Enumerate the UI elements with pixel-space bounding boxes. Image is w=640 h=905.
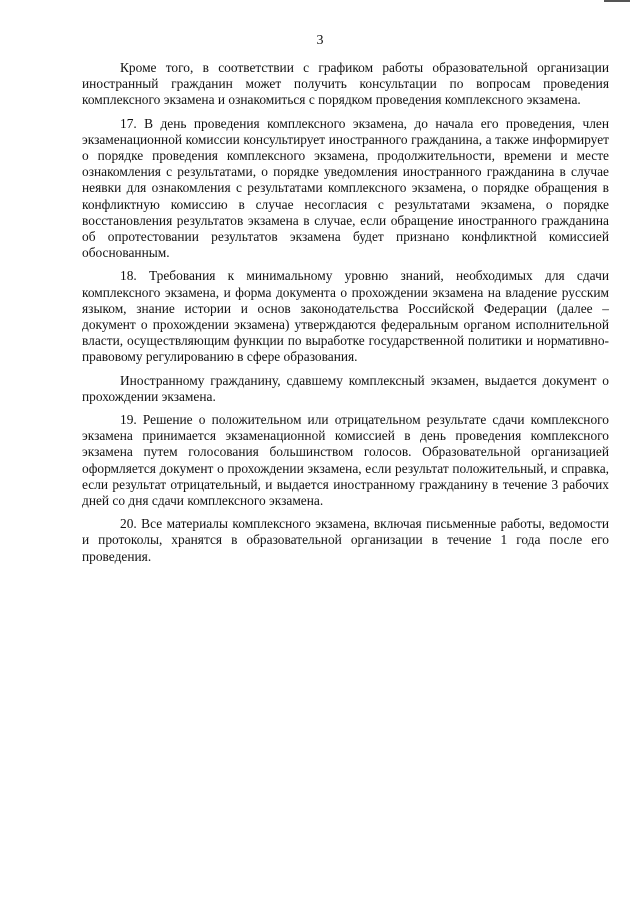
paragraph-17-exam-day: 17. В день проведения комплексного экзамена, до начала его проведения, член экзаменационной комиссии консультирует иностранного гражданина, а также информирует о порядке проведения комплексного экзамена, продолжительности, времени и месте ознакомления с результатами, о порядке уведомления иностранного гражданина в случае неявки для ознакомления с результатами комплексного экзамена, о порядке обращения в конфликтную комиссию в случае несогласия с результатами экзамена, о порядке восстановления результатов экзамена в случае, если обращение иностранного гражданина об опротестовании результатов экзамена будет признано конфликтной комиссией обоснованным.: [82, 115, 609, 261]
paragraph-19-decision: 19. Решение о положительном или отрицательном результате сдачи комплексного экзамена принимается экзаменационной комиссией в день проведения комплексного экзамена путем голосования большинством голосов. Образовательной организацией оформляется документ о прохождении экзамена, если результат положительный, и справка, если результат отрицательный, и выдается иностранному гражданину в течение 3 рабочих дней со дня сдачи комплексного экзамена.: [82, 412, 609, 509]
document-body: [82, 60, 609, 572]
paragraph-document-issued: Иностранному гражданину, сдавшему комплексный экзамен, выдается документ о прохождении экзамена.: [82, 372, 609, 404]
paragraph-20-materials: 20. Все материалы комплексного экзамена, включая письменные работы, ведомости и протоколы, хранятся в образовательной организации в течение 1 года после его проведения.: [82, 516, 609, 564]
page-number: 3: [316, 33, 324, 48]
corner-mark: [604, 0, 630, 2]
paragraph-18-requirements: 18. Требования к минимальному уровню знаний, необходимых для сдачи комплексного экзамена, и форма документа о прохождении экзамена на владение русским языком, знание истории и основ законодательства Российской Федерации (далее – документ о прохождении экзамена) утверждаются федеральным органом исполнительной власти, осуществляющим функции по выработке государственной политики и нормативно-правовому регулированию в сфере образования.: [82, 268, 609, 365]
paragraph-consultation: Кроме того, в соответствии с графиком работы образовательной организации иностранный гражданин может получить консультации по вопросам проведения комплексного экзамена и ознакомиться с порядком проведения комплексного экзамена.: [82, 60, 609, 108]
